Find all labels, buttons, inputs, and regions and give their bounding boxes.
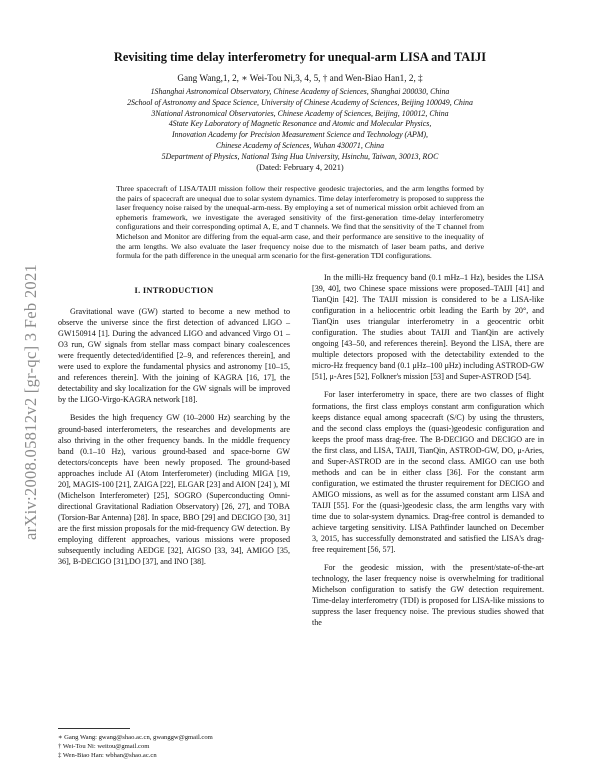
- body-paragraph: For the geodesic mission, with the present/state-of-the-art technology, the laser frequency noise is overwhelming for traditional Michelson configuration to satisfy the GW detection requirement. Time-delay interferometry (TDI) is proposed for LISA-like missions to suppress the laser frequency noise. The previous studies showed that the: [312, 563, 544, 628]
- footnote: ∗ Gang Wang: gwang@shao.ac.cn, gwanggw@gmail.com: [58, 734, 213, 741]
- body-paragraph: In the milli-Hz frequency band (0.1 mHz–1 Hz), besides the LISA [39, 40], two Chinese space missions were proposed–TAIJI [41] and TianQin [42]. The TAIJI mission is considered to be a LISA-like configuration in a heliocentric orbit leading the Earth by 20°, and TianQin uses triangular interferometry in a geocentric orbit configuration. The studies about TAIJI and TianQin are actively ongoing [43–50, and references therein]. Beyond the LISA, there are multiple detectors proposed with the detectability extended to the micro-Hz frequency band (0.1 μHz–100 μHz) including ASTROD-GW [51], μ-Ares [52], Folkner's mission [53] and Super-ASTROD [54].: [312, 273, 544, 382]
- paper-title: Revisiting time delay interferometry for unequal-arm LISA and TAIJI: [113, 50, 487, 64]
- affiliation-line: 5Department of Physics, National Tsing Hua University, Hsinchu, Taiwan, 30013, ROC: [161, 151, 439, 161]
- affiliation-line: 3National Astronomical Observatories, Chinese Academy of Sciences, Beijing, 100012, China: [151, 108, 449, 118]
- arxiv-identifier[interactable]: arXiv:2008.05812v2 [gr-qc] 3 Feb 2021: [21, 263, 40, 541]
- affiliation-line: Innovation Academy for Precision Measurement Science and Technology (APM),: [171, 130, 428, 140]
- right-column: [312, 272, 544, 635]
- footnote: ‡ Wen-Biao Han: wbhan@shao.ac.cn: [58, 752, 157, 759]
- body-paragraph: For laser interferometry in space, there are two classes of flight formations, the first class employs constant arm configuration which keeps distance equal among spacecraft (S/C) by using the thrusters, and the second class employs the (quasi-)geodesic configuration and keeps the proof mass drag-free. The B-DECIGO and DECIGO are in the first class, and LISA, TAIJI, TianQin, ASTROD-GW, DO, μ-Aries, and Super-ASTROD are in the second class. AMIGO can use both methods and can be in either class [36]. For the constant arm configuration, we estimated the thruster requirement for DECIGO and AMIGO missions, as well as for the assumed constant arm LISA and TAIJI [55]. For the (quasi-)geodesic class, the arm lengths vary with time due to solar-system dynamics. Drag-free control is demanded to achieve targeting sensitivity. LISA Pathfinder launched on December 3, 2015, has successfully demonstrated and satisfied the LISA's drag-free requirement [56, 57].: [312, 390, 544, 555]
- affiliations: [60, 87, 540, 163]
- abstract: Three spacecraft of LISA/TAIJI mission follow their respective geodesic trajectories, and the arm lengths formed by the pairs of spacecraft are unequal due to solar system dynamics. Time delay interferometry is proposed to suppress the laser frequency noise raised by the unequal-arm-ness. By employing a set of numerical mission orbit achieved from an ephemeris framework, we investigate the averaged sensitivity of the first-generation time-delay interferometry configurations and their corresponding optimal A, E, and T channels. We find that the sensitivity of the T channel from Michelson and Monitor are differing from the equal-arm case, and their performance are sensitive to the inequality of the arm lengths. We also evaluate the laser frequency noise due to the mismatch of laser beam paths, and derive formula for the path difference in the unequal arm scenario for the first-generation TDI configurations.: [116, 184, 484, 261]
- affiliation-line: 2School of Astronomy and Space Science, University of Chinese Academy of Sciences, Beijing 100049, China: [127, 97, 473, 107]
- section-heading: I. INTRODUCTION: [134, 286, 214, 295]
- footnote-divider: [58, 728, 130, 729]
- author-list: Gang Wang,1, 2, ∗ Wei-Tou Ni,3, 4, 5, † and Wen-Biao Han1, 2, ‡: [177, 73, 423, 83]
- affiliation-line: 1Shanghai Astronomical Observatory, Chinese Academy of Sciences, Shanghai 200030, China: [150, 87, 450, 96]
- left-column: [58, 285, 290, 574]
- affiliation-line: 4State Key Laboratory of Magnetic Resonance and Atomic and Molecular Physics,: [168, 119, 432, 129]
- footnotes: [58, 733, 290, 760]
- affiliation-line: Chinese Academy of Sciences, Wuhan 430071, China: [215, 140, 385, 150]
- body-paragraph: Gravitational wave (GW) started to become a new method to observe the universe since the first detection of advanced LIGO – GW150914 [1]. During the advanced LIGO and advanced Virgo O1 – O3 run, GW signals from stellar mass compact binary coalescences were frequently detected/identified [2–9, and references therein], and were used to explore the fundamental physics and astronomy [10–15, and references therein]. With the joining of KAGRA [16, 17], the detectability and sky localization for the GW signals will be improved by the LIGO-Virgo-KAGRA network [18].: [58, 307, 290, 405]
- date-line: (Dated: February 4, 2021): [256, 163, 344, 172]
- body-paragraph: Besides the high frequency GW (10–2000 Hz) searching by the ground-based interferometers, the researches and developments are also thriving in the other frequency bands. In the middle frequency band (0.1–10 Hz), various ground-based and space-borne GW detectors/concepts have been newly proposed. The ground-based approaches include AI (Atom Interferometer) (including MIGA [19, 20], MAGIS-100 [21], ZAIGA [22], ELGAR [23] and AION [24] ), MI (Michelson Interferometer) [25], SOGRO (Superconducting Omni-directional Gravitational Radiation Observatory) [26, 27], and TOBA (Torsion-Bar Antenna) [28]. In space, BBO [29] and DECIGO [30, 31] are the first mission proposals for the mid-frequency GW detection. By employing different approaches, various missions were proposed subsequently including AEDGE [32], AIGSO [33, 34], AMIGO [35, 36], B-DECIGO [31],DO [37], and INO [38].: [58, 413, 290, 567]
- footnote: † Wei-Tou Ni: weitou@gmail.com: [58, 743, 150, 750]
